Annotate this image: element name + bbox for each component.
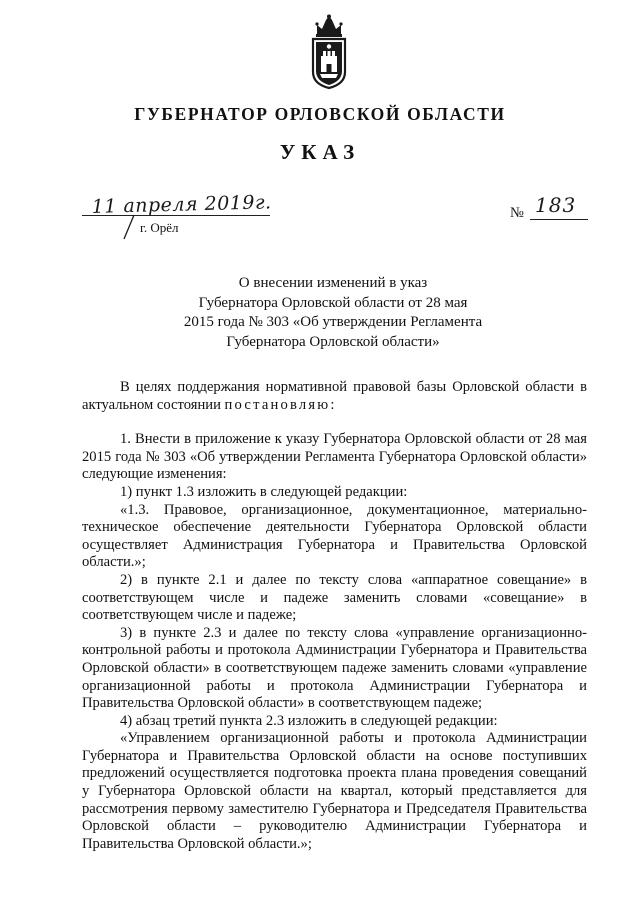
preamble-spaced-word: постановляю: xyxy=(224,396,337,413)
decree-subject xyxy=(160,274,506,352)
city-mark-slash xyxy=(122,214,136,240)
decree-body xyxy=(82,379,587,853)
document-type-heading: УКАЗ xyxy=(279,140,361,164)
body-paragraph: 3) в пункте 2.3 и далее по тексту слова «управление организационно-контрольной работы и протокола Администрации Губернатора и Правительства Орловской области» в соответствующем падеже заменить словами «управление организационной работы и протокола Администрации Губернатора и Правительства Орловской области» в соответствующем падеже; xyxy=(82,624,587,712)
preamble-paragraph xyxy=(82,379,587,414)
body-paragraph: 1) пункт 1.3 изложить в следующей редакции: xyxy=(120,483,408,500)
body-paragraph: «Управлением организационной работы и протокола Администрации Губернатора и Правительства Орловской области на основе поступивших предложений осуществляется подготовка проекта плана проведения совещаний у Губернатора Орловской области на квартал, который представляется для рассмотрения первому заместителю Губернатора и Председателя Правительства Орловской области – руководителю Администрации Губернатора и Правительства Орловской области.»; xyxy=(82,730,587,852)
subject-line: Губернатора Орловской области» xyxy=(226,333,440,350)
body-paragraph: 2) в пункте 2.1 и далее по тексту слова «аппаратное совещание» в соответствующем числе и падеже заменить словами «совещание» в соответствующем числе и падеже; xyxy=(82,571,587,624)
subject-line: Губернатора Орловской области от 28 мая xyxy=(198,294,468,311)
body-paragraph: «1.3. Правовое, организационное, документационное, материально-техническое обеспечение деятельности Губернатора Орловской области осуществляет Администрация Губернатора и Правительства Орловской области.»; xyxy=(82,501,587,571)
subject-line: О внесении изменений в указ xyxy=(238,275,428,291)
handwritten-date: 11 апреля 2019г. xyxy=(91,191,272,218)
body-paragraph: 4) абзац третий пункта 2.3 изложить в следующей редакции: xyxy=(120,712,498,729)
coat-of-arms-emblem xyxy=(304,14,354,90)
subject-line: 2015 года № 303 «Об утверждении Регламента xyxy=(183,314,483,330)
number-sign: № xyxy=(510,205,524,221)
issue-city: г. Орёл xyxy=(140,220,179,235)
number-underline xyxy=(530,219,588,220)
preamble-text: В целях поддержания нормативной правовой базы Орловской области в актуальном состоянии xyxy=(82,379,587,413)
body-paragraph: 1. Внести в приложение к указу Губернатора Орловской области от 28 мая 2015 года № 303 «Об утверждении Регламента Губернатора Орловской области» следующие изменения: xyxy=(82,431,587,483)
handwritten-number: 183 xyxy=(535,193,577,217)
issuer-title: ГУБЕРНАТОР ОРЛОВСКОЙ ОБЛАСТИ xyxy=(134,104,506,124)
